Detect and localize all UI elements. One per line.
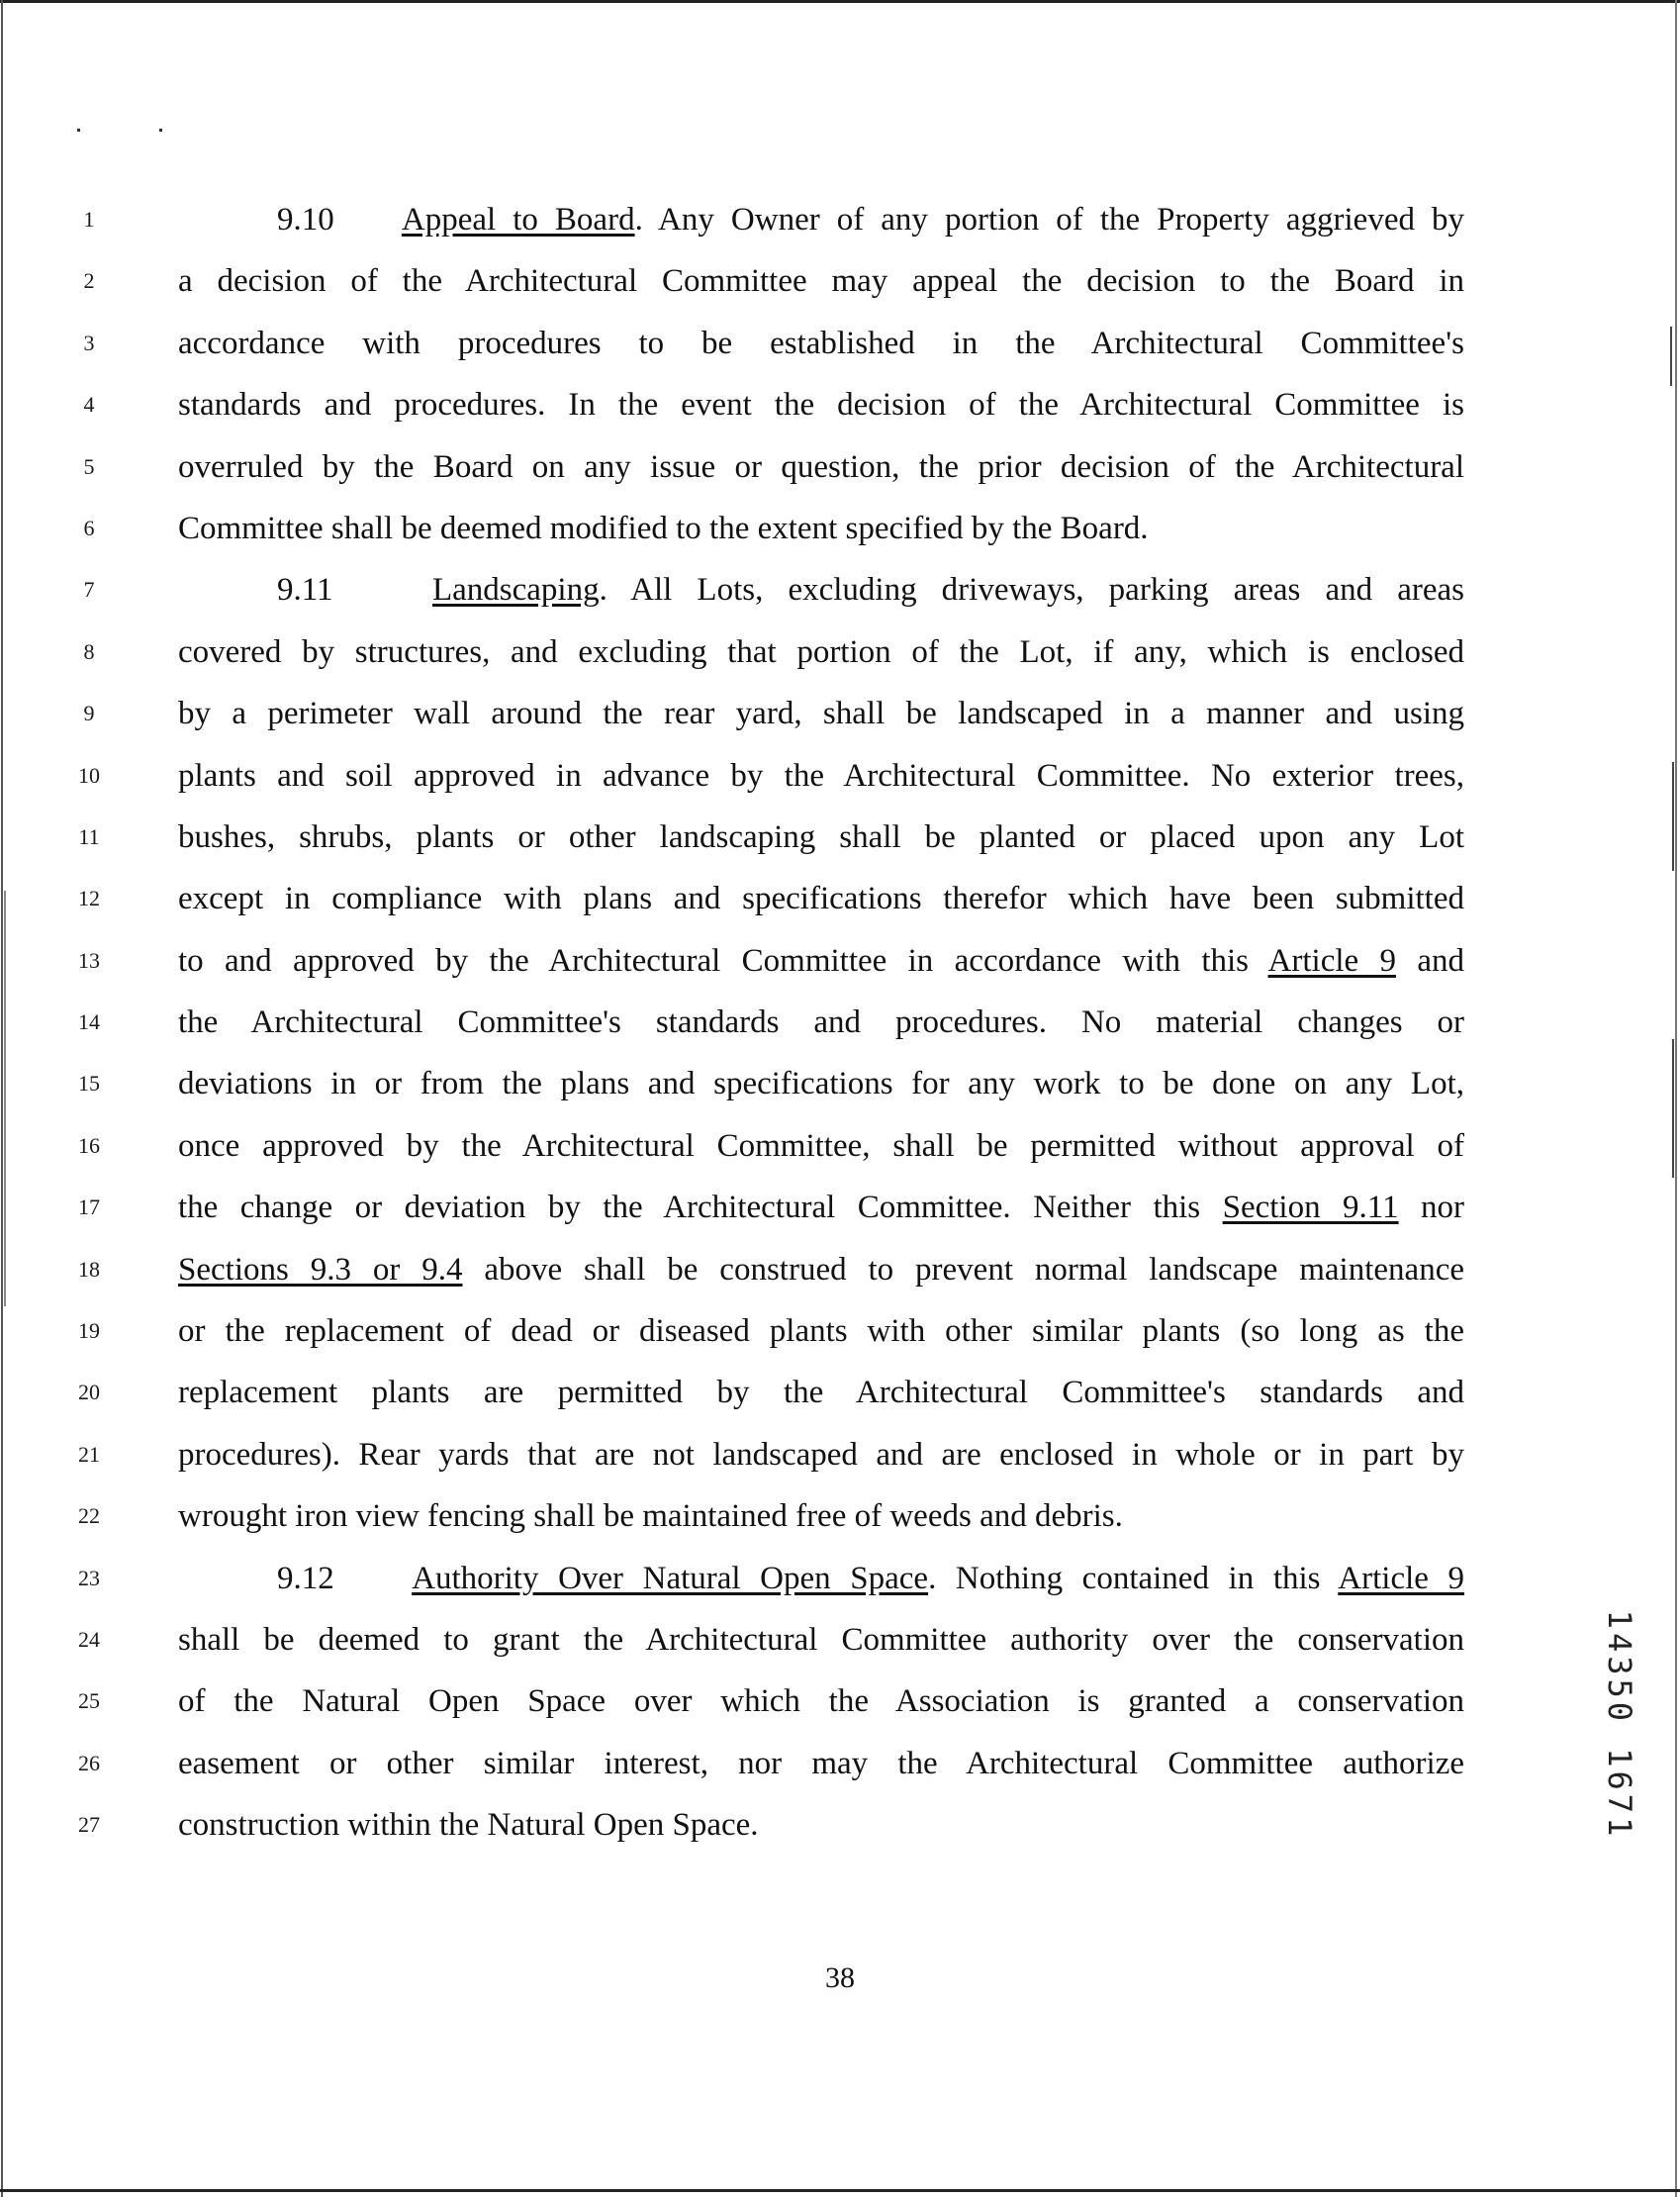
cross-reference-sections-9-3-9-4: Sections 9.3 or 9.4 bbox=[178, 1251, 463, 1288]
line-number: 20 bbox=[78, 1380, 100, 1405]
left-scan-border bbox=[1, 0, 3, 2197]
line-number: 3 bbox=[83, 330, 95, 355]
recording-stamp bbox=[1595, 1581, 1644, 1868]
line-number: 4 bbox=[83, 392, 95, 418]
text-line: deviations in or from the plans and specifications for any work to be done on any Lot, bbox=[178, 1066, 1464, 1102]
line-number: 25 bbox=[78, 1688, 100, 1714]
scan-artifact bbox=[1672, 762, 1674, 871]
line-number: 13 bbox=[78, 947, 100, 973]
line-number: 19 bbox=[78, 1318, 100, 1344]
text-line bbox=[178, 1186, 1464, 1247]
text-line: procedures). Rear yards that are not landscaped and are enclosed in whole or in part by bbox=[178, 1436, 1464, 1473]
text-run: . Any Owner of any portion of the Property aggrieved by bbox=[634, 202, 1465, 238]
text-line: once approved by the Architectural Committee, shall be permitted without approval of bbox=[178, 1127, 1464, 1164]
line-number: 18 bbox=[78, 1256, 100, 1282]
cross-reference-article-9: Article 9 bbox=[1338, 1560, 1464, 1596]
line-number: 1 bbox=[83, 207, 95, 232]
line-number: 9 bbox=[83, 701, 95, 726]
section-heading: Appeal to Board bbox=[401, 202, 635, 238]
line-number: 11 bbox=[78, 823, 100, 849]
line-number: 15 bbox=[78, 1071, 100, 1097]
scan-artifact bbox=[1672, 1039, 1674, 1178]
line-number: 17 bbox=[78, 1194, 100, 1220]
section-number: 9.11 bbox=[277, 572, 333, 609]
line-number: 14 bbox=[78, 1009, 100, 1035]
section-heading: Authority Over Natural Open Space bbox=[412, 1560, 929, 1596]
text-line bbox=[178, 1248, 1464, 1309]
text-line: overruled by the Board on any issue or question, the prior decision of the Architectural bbox=[178, 448, 1464, 485]
page-number: 38 bbox=[825, 1961, 855, 1994]
text-line: accordance with procedures to be established in the Architectural Committee's bbox=[178, 325, 1464, 361]
text-line: except in compliance with plans and specifications therefor which have been submitted bbox=[178, 881, 1464, 917]
text-line: a decision of the Architectural Committee may appeal the decision to the Board in bbox=[178, 263, 1464, 300]
line-number-column bbox=[59, 202, 119, 1869]
line-number: 16 bbox=[78, 1132, 100, 1158]
text-line: shall be deemed to grant the Architectural Committee authority over the conservation bbox=[178, 1621, 1464, 1658]
section-heading: Landscaping bbox=[431, 572, 600, 609]
document-body bbox=[178, 198, 1464, 1865]
line-number: 10 bbox=[78, 762, 100, 788]
line-number: 5 bbox=[83, 453, 95, 479]
line-number: 24 bbox=[78, 1626, 100, 1652]
text-line: replacement plants are permitted by the Architectural Committee's standards and bbox=[178, 1375, 1464, 1411]
line-number: 12 bbox=[78, 886, 100, 911]
cross-reference-article-9: Article 9 bbox=[1267, 942, 1396, 979]
line-number: 6 bbox=[83, 515, 95, 540]
scan-artifact bbox=[4, 891, 6, 1306]
text-line: wrought iron view fencing shall be maintained free of weeds and debris. bbox=[178, 1498, 1123, 1535]
text-run: above shall be construed to prevent normal landscape maintenance bbox=[462, 1251, 1464, 1288]
text-line: by a perimeter wall around the rear yard, shall be landscaped in a manner and using bbox=[178, 696, 1464, 732]
line-number: 23 bbox=[78, 1565, 100, 1590]
section-9-11-heading-line bbox=[178, 568, 1464, 629]
scan-artifact bbox=[1670, 327, 1672, 386]
right-scan-border bbox=[1675, 0, 1677, 2197]
scan-specks bbox=[77, 119, 162, 137]
text-run: the change or deviation by the Architectural Committee. Neither this bbox=[178, 1190, 1223, 1226]
line-number: 26 bbox=[78, 1750, 100, 1775]
section-number: 9.12 bbox=[277, 1560, 334, 1596]
text-run: and bbox=[1396, 942, 1464, 979]
text-line: easement or other similar interest, nor may the Architectural Committee authorize bbox=[178, 1745, 1464, 1781]
text-run: to and approved by the Architectural Committee in accordance with this bbox=[178, 942, 1268, 979]
line-number: 27 bbox=[78, 1812, 100, 1838]
text-line: bushes, shrubs, plants or other landscaping shall be planted or placed upon any Lot bbox=[178, 818, 1464, 855]
section-number: 9.10 bbox=[277, 202, 334, 238]
text-line: or the replacement of dead or diseased plants with other similar plants (so long as the bbox=[178, 1313, 1464, 1350]
text-line: construction within the Natural Open Space. bbox=[178, 1807, 759, 1844]
line-number: 21 bbox=[78, 1441, 100, 1467]
text-line: Committee shall be deemed modified to the extent specified by the Board. bbox=[178, 510, 1149, 546]
text-run: . Nothing contained in this bbox=[928, 1560, 1339, 1596]
line-number: 2 bbox=[83, 268, 95, 294]
text-line: plants and soil approved in advance by the Architectural Committee. No exterior trees, bbox=[178, 757, 1464, 794]
recording-stamp-text: 14350 1671 bbox=[1601, 1609, 1638, 1841]
section-9-12-heading-line bbox=[178, 1557, 1464, 1618]
top-scan-border bbox=[0, 0, 1680, 3]
text-line: covered by structures, and excluding that portion of the Lot, if any, which is enclosed bbox=[178, 633, 1464, 670]
section-9-10-heading-line bbox=[178, 198, 1464, 259]
cross-reference-section-9-11: Section 9.11 bbox=[1222, 1190, 1399, 1226]
line-number: 22 bbox=[78, 1503, 100, 1529]
text-run: nor bbox=[1398, 1190, 1464, 1226]
line-number: 8 bbox=[83, 638, 95, 664]
line-number: 7 bbox=[83, 577, 95, 603]
text-run: . All Lots, excluding driveways, parking areas and areas bbox=[599, 572, 1464, 609]
bottom-scan-border bbox=[0, 2189, 1680, 2192]
text-line: of the Natural Open Space over which the Association is granted a conservation bbox=[178, 1683, 1464, 1720]
text-line bbox=[178, 939, 1464, 1001]
text-line: standards and procedures. In the event the decision of the Architectural Committee is bbox=[178, 387, 1464, 424]
text-line: the Architectural Committee's standards and procedures. No material changes or bbox=[178, 1004, 1464, 1041]
